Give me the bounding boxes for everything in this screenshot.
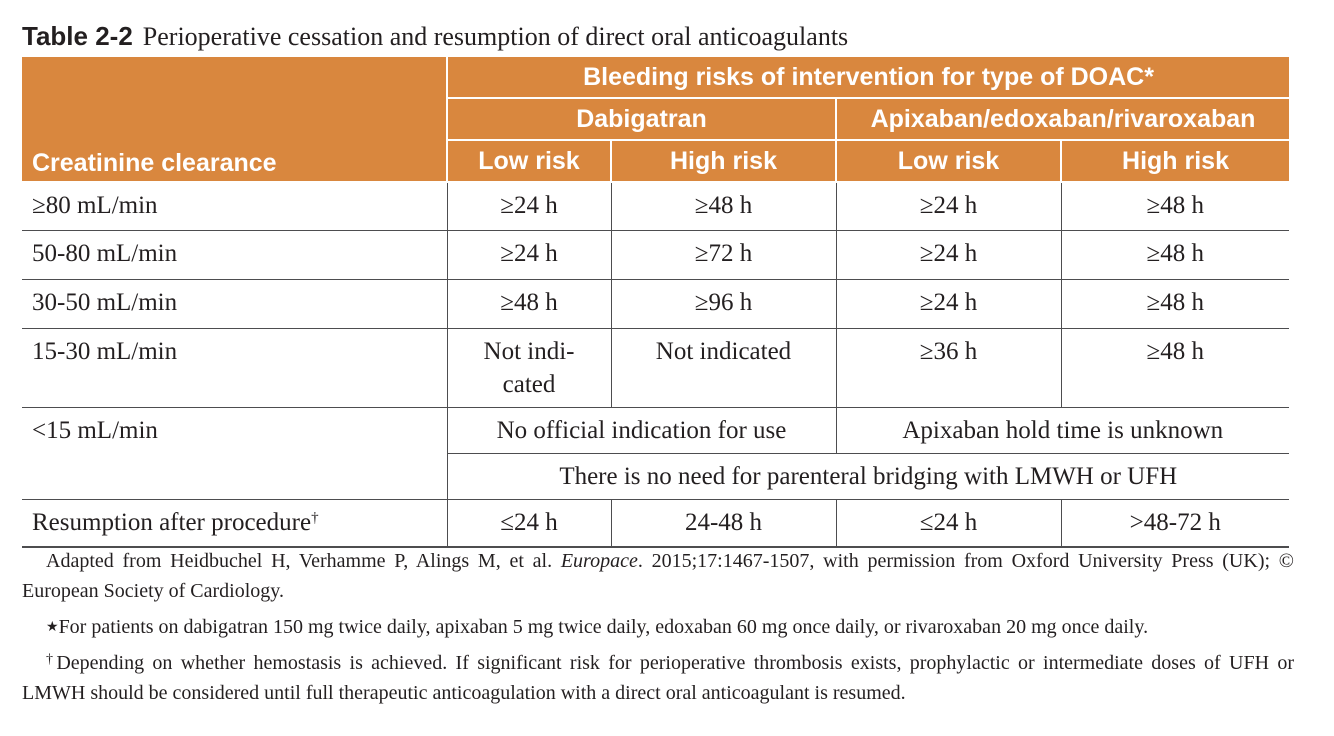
table-cell: ≥24 h xyxy=(836,280,1061,329)
table-cell: ≥24 h xyxy=(447,231,611,280)
dabigatran-header: Dabigatran xyxy=(447,98,836,140)
table-row xyxy=(22,500,1289,548)
apixaban-high-risk-header: High risk xyxy=(1061,140,1289,182)
row-label: 15-30 mL/min xyxy=(22,329,447,408)
star-footnote: ★For patients on dabigatran 150 mg twice daily, apixaban 5 mg twice daily, edoxaban 60 mg once daily, or rivaroxaban 20 mg once daily. xyxy=(46,616,1149,638)
table-cell: ≥36 h xyxy=(836,329,1061,408)
table-row xyxy=(22,231,1289,280)
table-cell: ≥48 h xyxy=(1061,329,1289,408)
table-cell: ≥24 h xyxy=(836,231,1061,280)
table-row xyxy=(22,408,1289,454)
bleeding-risk-group-header: Bleeding risks of intervention for type of DOAC* xyxy=(447,57,1289,98)
dabigatran-low-risk-header: Low risk xyxy=(447,140,611,182)
table-cell: ≥48 h xyxy=(611,182,836,231)
table-cell: ≥48 h xyxy=(447,280,611,329)
bridging-note-cell: There is no need for parenteral bridging with LMWH or UFH xyxy=(447,454,1289,500)
table-cell: ≥48 h xyxy=(1061,231,1289,280)
row-label: 30-50 mL/min xyxy=(22,280,447,329)
table-title: Perioperative cessation and resumption of direct oral anticoagulants xyxy=(142,22,849,51)
dagger-mark: † xyxy=(311,510,319,526)
star-icon: ★ xyxy=(46,619,59,635)
table-caption xyxy=(22,20,848,53)
dagger-icon: † xyxy=(46,652,57,667)
table-row xyxy=(22,329,1289,408)
resumption-label: Resumption after procedure xyxy=(32,509,312,536)
table-cell: ≥48 h xyxy=(1061,280,1289,329)
row-label: <15 mL/min xyxy=(22,408,447,500)
row-label: ≥80 mL/min xyxy=(22,182,447,231)
table-cell: ≥24 h xyxy=(836,182,1061,231)
apixaban-hold-unknown-cell: Apixaban hold time is unknown xyxy=(836,408,1289,454)
dabigatran-no-indication-cell: No official indication for use xyxy=(447,408,836,454)
creatinine-clearance-header: Creatinine clearance xyxy=(22,57,447,182)
table-cell: ≥96 h xyxy=(611,280,836,329)
doac-table xyxy=(22,57,1289,548)
table-row xyxy=(22,182,1289,231)
table-cell: Not indicated xyxy=(611,329,836,408)
source-note: Adapted from Heidbuchel H, Verhamme P, Alings M, et al. Europace. 2015;17:1467-1507, with permission from Oxford University Press (UK); © European Society of Cardiology. xyxy=(22,550,1294,602)
row-label: 50-80 mL/min xyxy=(22,231,447,280)
table-cell: ≥48 h xyxy=(1061,182,1289,231)
dabigatran-high-risk-header: High risk xyxy=(611,140,836,182)
table-cell: >48-72 h xyxy=(1061,500,1289,548)
table-number: Table 2-2 xyxy=(22,21,133,51)
table-cell: Not indi-cated xyxy=(447,329,611,408)
apixaban-group-header: Apixaban/edoxaban/rivaroxaban xyxy=(836,98,1289,140)
table-cell: ≥72 h xyxy=(611,231,836,280)
table-cell: ≤24 h xyxy=(447,500,611,548)
table-cell: ≥24 h xyxy=(447,182,611,231)
row-label xyxy=(22,500,447,548)
journal-name: Europace xyxy=(560,550,638,572)
table-cell: ≤24 h xyxy=(836,500,1061,548)
dagger-footnote: †Depending on whether hemostasis is achieved. If significant risk for perioperative thrombosis exists, prophylactic or intermediate doses of UFH or LMWH should be considered until full therapeutic anticoagulation with a direct oral anticoagulant is resumed. xyxy=(22,652,1295,704)
apixaban-low-risk-header: Low risk xyxy=(836,140,1061,182)
table-footnotes xyxy=(22,546,1294,714)
table-row xyxy=(22,280,1289,329)
table-cell: 24-48 h xyxy=(611,500,836,548)
